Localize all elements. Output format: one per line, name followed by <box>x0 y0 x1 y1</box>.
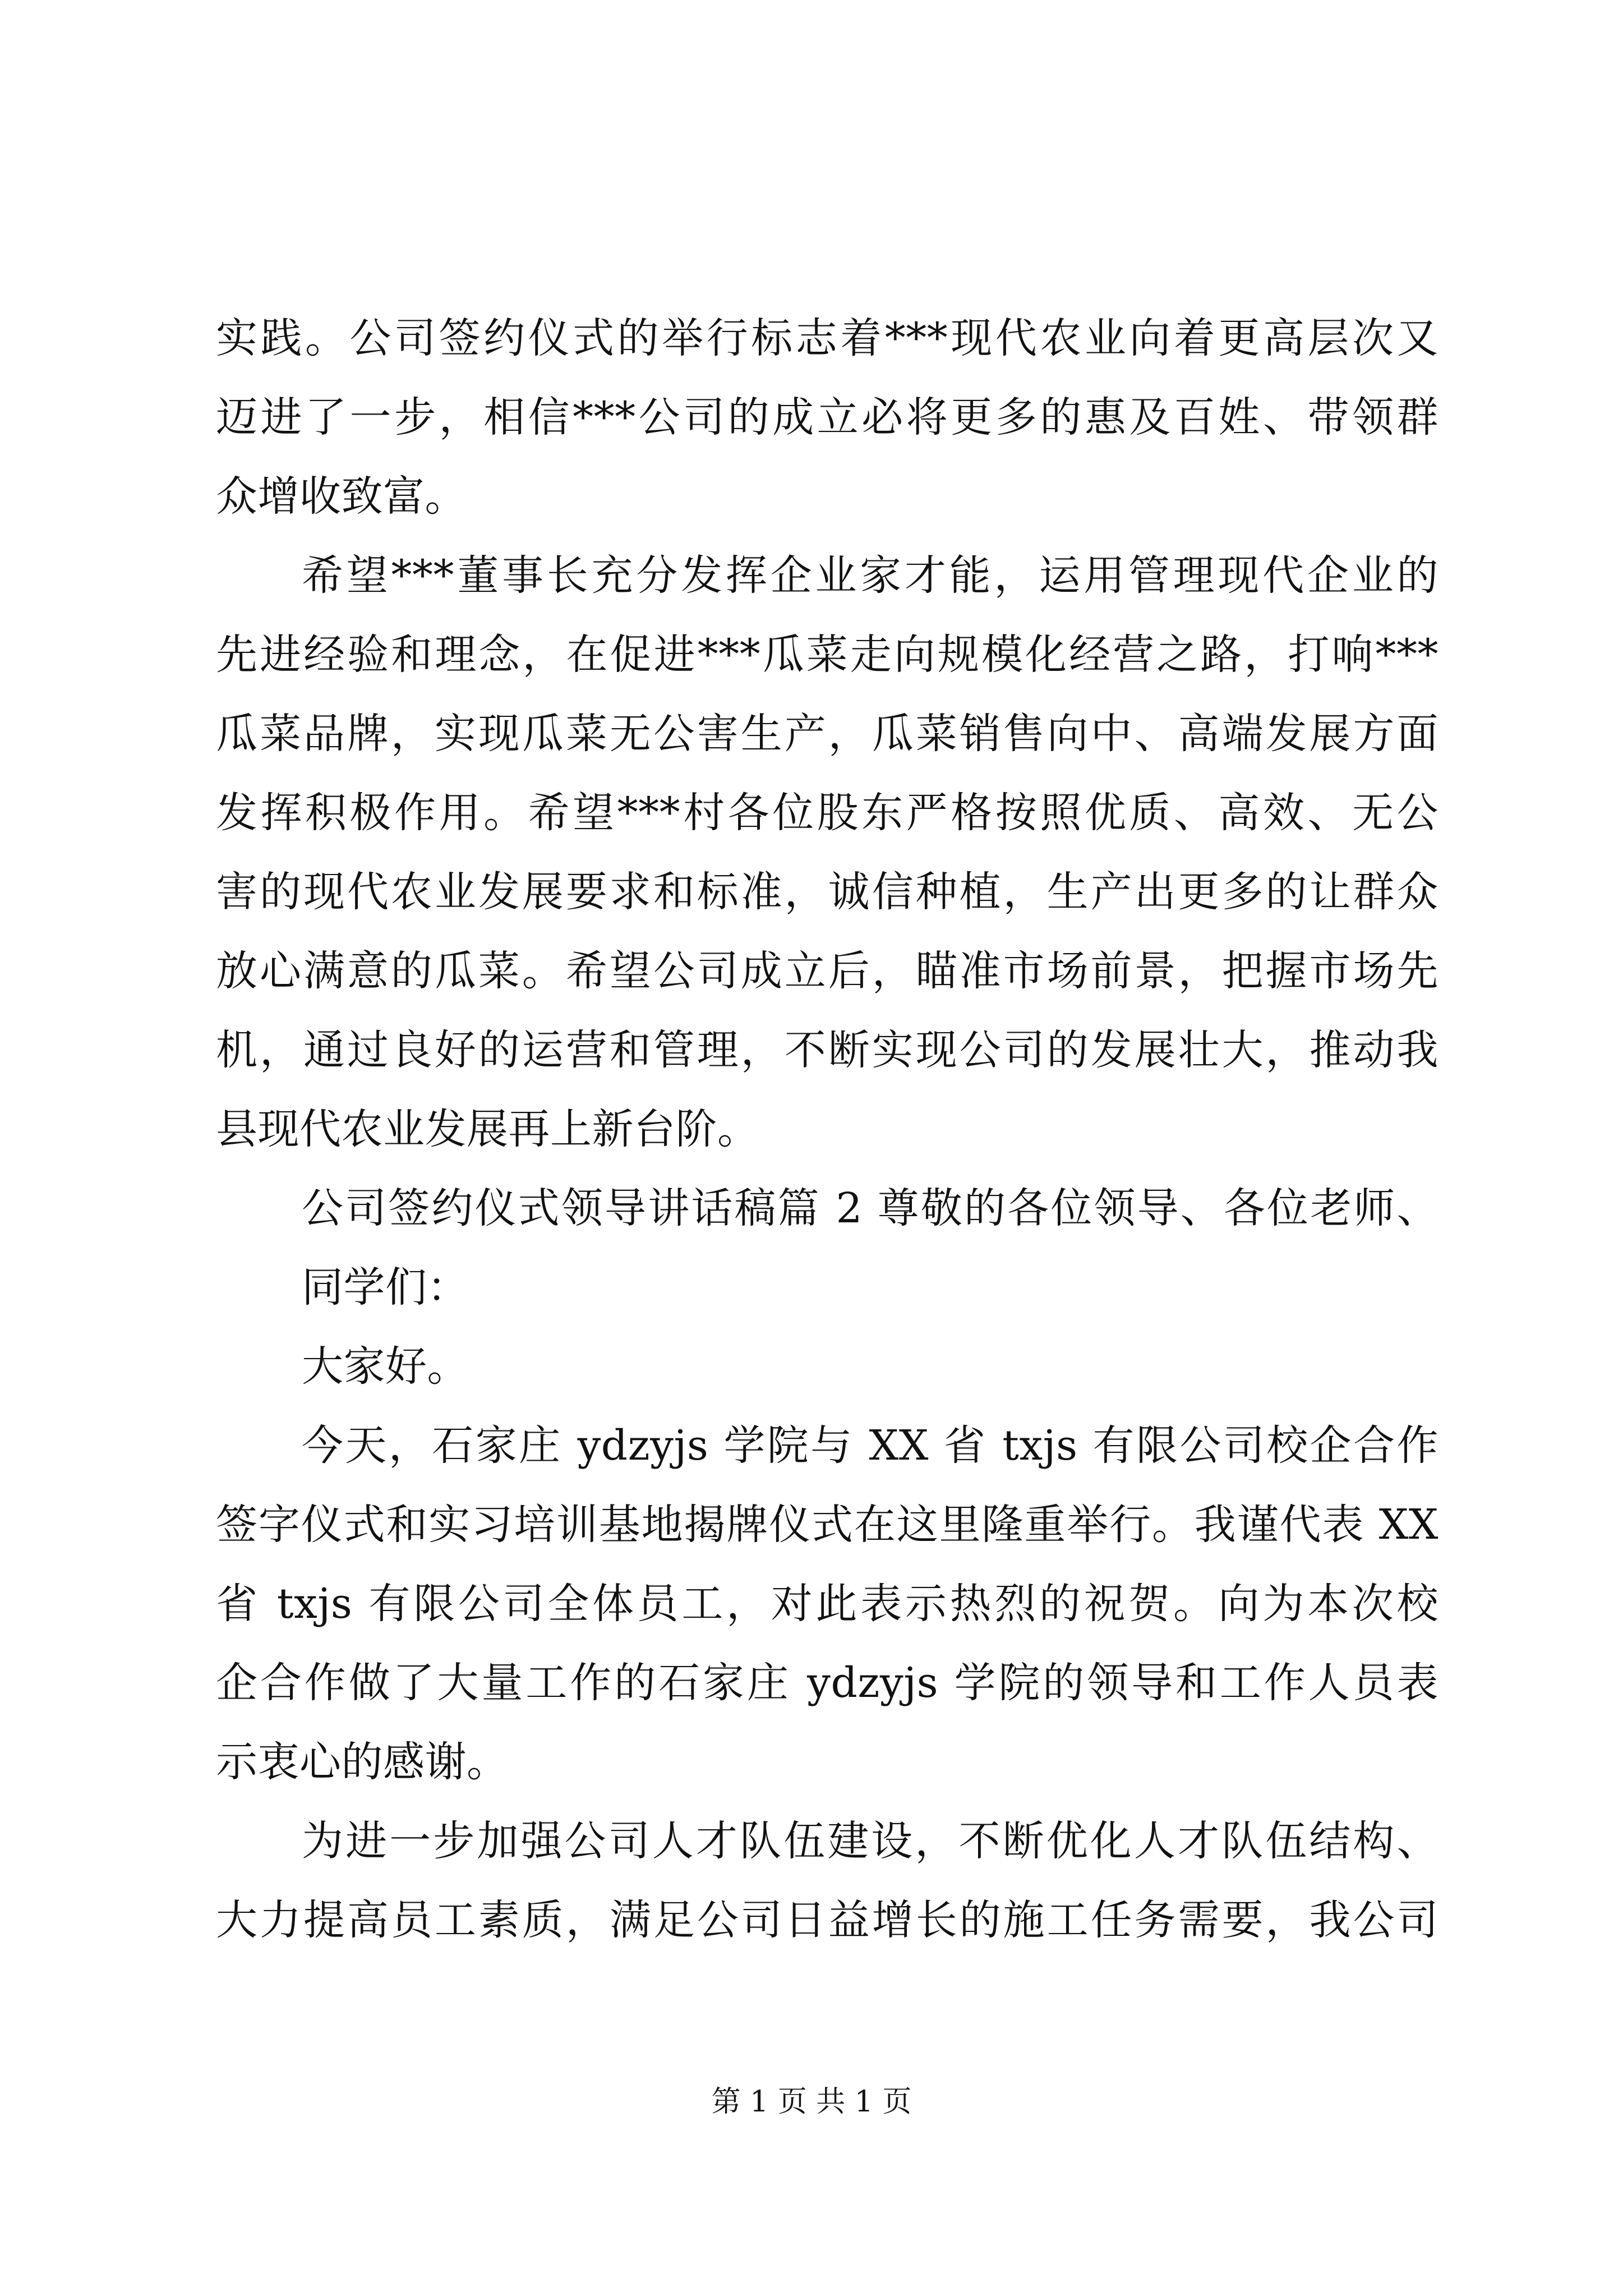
paragraph-2-line-3: 瓜菜品牌，实现瓜菜无公害生产，瓜菜销售向中、高端发展方面 <box>216 710 1438 758</box>
page-number-footer: 第 1 页 共 1 页 <box>711 2085 912 2119</box>
paragraph-6-line-3: 省 txjs 有限公司全体员工，对此表示热烈的祝贺。向为本次校 <box>216 1580 1438 1628</box>
paragraph-1-line-1: 实践。公司签约仪式的举行标志着***现代农业向着更高层次又 <box>216 314 1438 362</box>
paragraph-2-line-1: 希望***董事长充分发挥企业家才能，运用管理现代企业的 <box>302 551 1438 600</box>
paragraph-2-line-8: 县现代农业发展再上新台阶。 <box>216 1105 759 1153</box>
paragraph-1-line-3: 众增收致富。 <box>216 472 467 521</box>
paragraph-6-line-5: 示衷心的感谢。 <box>216 1738 509 1786</box>
paragraph-2-line-5: 害的现代农业发展要求和标准，诚信种植，生产出更多的让群众 <box>216 868 1438 916</box>
section-heading-line: 公司签约仪式领导讲话稿篇 2 尊敬的各位领导、各位老师、 <box>302 1184 1438 1232</box>
salutation-line: 同学们： <box>302 1263 469 1312</box>
paragraph-6-line-1: 今天，石家庄 ydzyjs 学院与 XX 省 txjs 有限公司校企合作 <box>302 1421 1438 1470</box>
paragraph-6-line-4: 企合作做了大量工作的石家庄 ydzyjs 学院的领导和工作人员表 <box>216 1659 1438 1707</box>
paragraph-7-line-2: 大力提高员工素质，满足公司日益增长的施工任务需要，我公司 <box>216 1896 1438 1944</box>
paragraph-2-line-7: 机，通过良好的运营和管理，不断实现公司的发展壮大，推动我 <box>216 1026 1438 1074</box>
paragraph-7-line-1: 为进一步加强公司人才队伍建设，不断优化人才队伍结构、 <box>302 1817 1438 1865</box>
paragraph-2-line-6: 放心满意的瓜菜。希望公司成立后，瞄准市场前景，把握市场先 <box>216 947 1438 995</box>
greeting-line: 大家好。 <box>302 1342 469 1391</box>
paragraph-2-line-4: 发挥积极作用。希望***村各位股东严格按照优质、高效、无公 <box>216 789 1438 837</box>
paragraph-1-line-2: 迈进了一步，相信***公司的成立必将更多的惠及百姓、带领群 <box>216 393 1438 441</box>
paragraph-6-line-2: 签字仪式和实习培训基地揭牌仪式在这里隆重举行。我谨代表 XX <box>216 1501 1438 1549</box>
paragraph-2-line-2: 先进经验和理念，在促进***瓜菜走向规模化经营之路，打响*** <box>216 631 1438 679</box>
